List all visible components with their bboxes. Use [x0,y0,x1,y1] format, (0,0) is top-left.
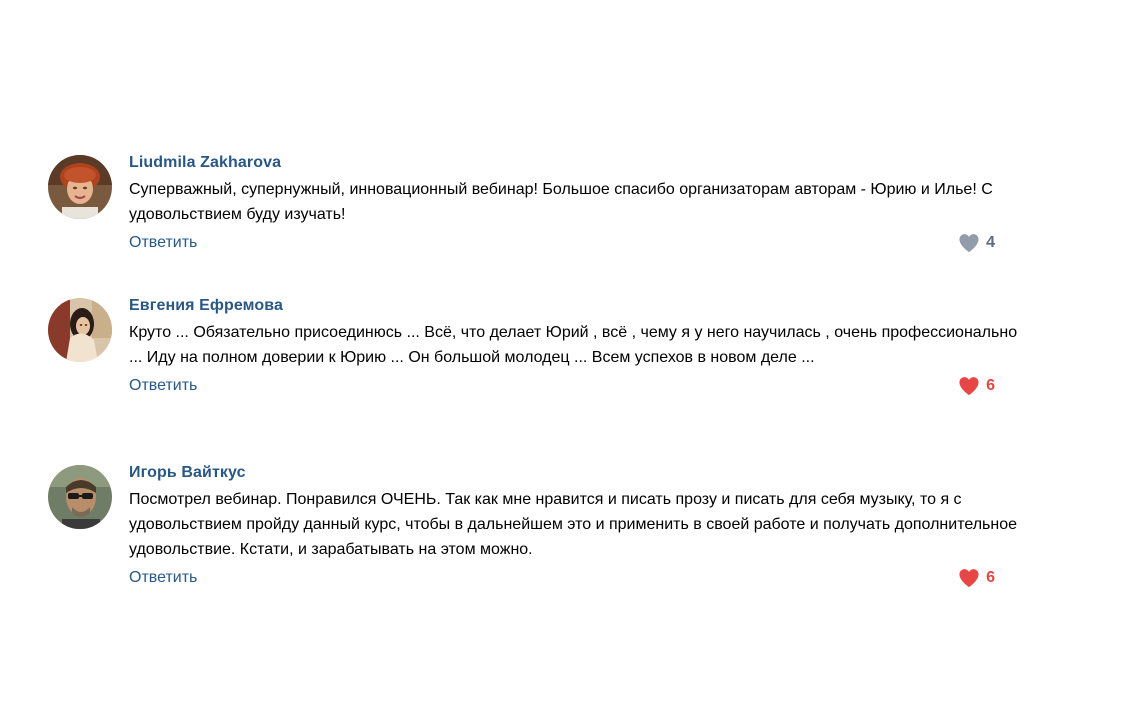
like-count: 6 [986,569,995,586]
like-count: 4 [986,234,995,251]
avatar-image [48,465,112,529]
comment-text: Круто ... Обязательно присоединюсь ... Всё, что делает Юрий , всё , чему я у него научилась , очень профессионально ... Иду на полном доверии к Юрию ... Он большой молодец ... Всем успехов в новом деле ... [129,324,1018,366]
comment-item [48,463,1048,603]
like-button[interactable] [958,374,995,398]
like-count: 6 [986,377,995,394]
heart-icon [958,376,980,396]
avatar-image [48,298,112,362]
like-button[interactable] [958,231,995,255]
reply-link[interactable]: Ответить [129,569,198,586]
comment-actions [129,231,995,255]
reply-link[interactable]: Ответить [129,234,198,251]
comment-author[interactable]: Liudmila Zakharova [129,154,282,171]
comment-actions [129,566,995,590]
comment-item [48,296,1048,460]
avatar[interactable] [48,298,112,362]
avatar-image [48,155,112,219]
heart-icon [958,233,980,253]
comment-actions [129,374,995,398]
like-button[interactable] [958,566,995,590]
comments-list [48,150,1048,603]
reply-link[interactable]: Ответить [129,377,198,394]
comment-text: Посмотрел вебинар. Понравился ОЧЕНЬ. Так как мне нравится и писать прозу и писать для себя музыку, то я с удовольствием пройду данный курс, чтобы в дальнейшем это и применить в своей работе и получать дополнительное удовольствие. Кстати, и зарабатывать на этом можно. [129,491,1018,558]
comment-item [48,153,1048,293]
comment-author[interactable]: Евгения Ефремова [129,297,284,314]
comment-author[interactable]: Игорь Вайткус [129,464,246,481]
avatar[interactable] [48,155,112,219]
avatar[interactable] [48,465,112,529]
heart-icon [958,568,980,588]
comment-text: Суперважный, супернужный, инновационный вебинар! Большое спасибо организаторам авторам - Юрию и Илье! С удовольствием буду изучать! [129,181,993,223]
